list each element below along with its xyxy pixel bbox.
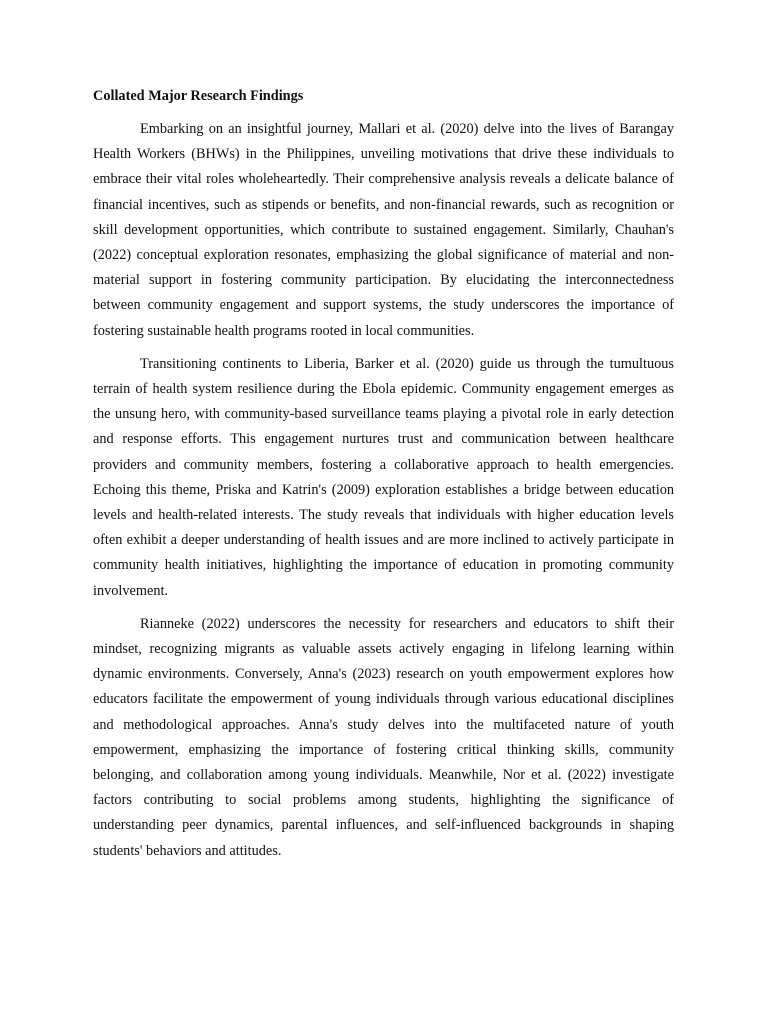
paragraph-mallari-chauhan: Embarking on an insightful journey, Mallari et al. (2020) delve into the lives of Barangay Health Workers (BHWs) in the Philippines, unveiling motivations that drive these individuals to embrace their vital roles wholeheartedly. Their comprehensive analysis reveals a delicate balance of financial incentives, such as stipends or benefits, and non-financial rewards, such as recognition or skill development opportunities, which contribute to sustained engagement. Similarly, Chauhan's (2022) conceptual exploration resonates, emphasizing the global significance of material and non-material support in fostering community participation. By elucidating the interconnectedness between community engagement and support systems, the study underscores the importance of fostering sustainable health programs rooted in local communities. [93,121,674,339]
paragraph-rianneke-anna-nor: Rianneke (2022) underscores the necessity for researchers and educators to shift their mindset, recognizing migrants as valuable assets actively engaging in lifelong learning within dynamic environments. Conversely, Anna's (2023) research on youth empowerment explores how educators facilitate the empowerment of young individuals through various educational disciplines and methodological approaches. Anna's study delves into the multifaceted nature of youth empowerment, emphasizing the importance of fostering critical thinking skills, community belonging, and collaboration among young individuals. Meanwhile, Nor et al. (2022) investigate factors contributing to social problems among students, highlighting the significance of understanding peer dynamics, parental influences, and self-influenced backgrounds in shaping students' behaviors and attitudes. [93,615,674,859]
section-heading: Collated Major Research Findings [93,88,304,104]
document-page [93,85,674,872]
paragraph-barker-priska: Transitioning continents to Liberia, Barker et al. (2020) guide us through the tumultuous terrain of health system resilience during the Ebola epidemic. Community engagement emerges as the unsung hero, with community-based surveillance teams playing a pivotal role in early detection and response efforts. This engagement nurtures trust and communication between healthcare providers and community members, fostering a collaborative approach to health emergencies. Echoing this theme, Priska and Katrin's (2009) exploration establishes a bridge between education levels and health-related interests. The study reveals that individuals with higher education levels often exhibit a deeper understanding of health issues and are more inclined to actively participate in community health initiatives, highlighting the importance of education in promoting community involvement. [93,355,674,599]
